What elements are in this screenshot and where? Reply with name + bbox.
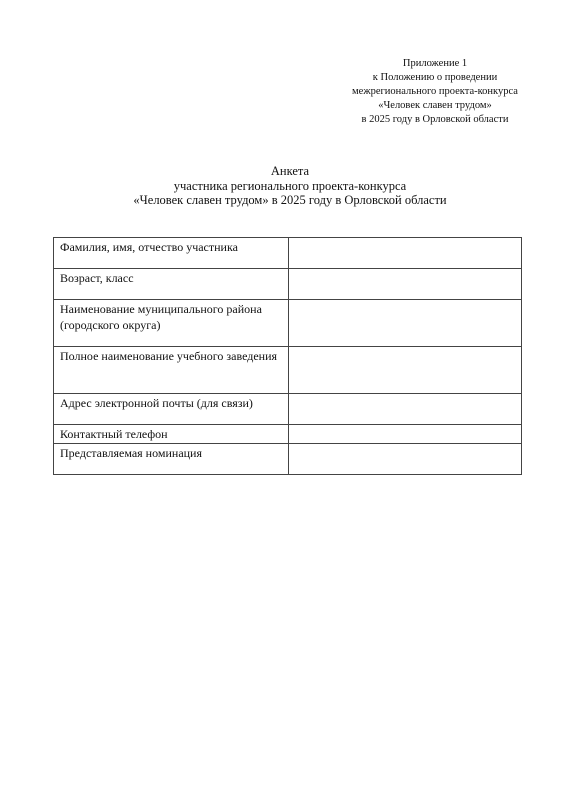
- table-row: [54, 347, 522, 394]
- participant-form-table: [53, 237, 522, 475]
- row-label: Полное наименование учебного заведения: [54, 347, 289, 394]
- annex-line: в 2025 году в Орловской области: [361, 114, 509, 125]
- row-value-cell[interactable]: [289, 300, 522, 347]
- row-label: Контактный телефон: [54, 425, 289, 444]
- row-value-cell[interactable]: [289, 269, 522, 300]
- table-row: [54, 425, 522, 444]
- row-label: Представляемая номинация: [54, 443, 289, 474]
- table-row: [54, 238, 522, 269]
- row-value-cell[interactable]: [289, 425, 522, 444]
- row-label: Фамилия, имя, отчество участника: [54, 238, 289, 269]
- form-title-line: участника регионального проекта-конкурса: [173, 178, 407, 193]
- row-value-cell[interactable]: [289, 443, 522, 474]
- table-row: [54, 443, 522, 474]
- row-value-cell[interactable]: [289, 238, 522, 269]
- row-value-cell[interactable]: [289, 394, 522, 425]
- table-row: [54, 394, 522, 425]
- table-row: [54, 300, 522, 347]
- annex-line: «Человек славен трудом»: [378, 100, 492, 111]
- row-label: Адрес электронной почты (для связи): [54, 394, 289, 425]
- form-title-line: «Человек славен трудом» в 2025 году в Орловской области: [133, 193, 447, 207]
- annex-line: Приложение 1: [402, 58, 468, 69]
- row-value-cell[interactable]: [289, 347, 522, 394]
- annex-line: к Положению о проведении: [372, 72, 498, 83]
- annex-line: межрегионального проекта-конкурса: [352, 86, 518, 97]
- row-label: Возраст, класс: [54, 269, 289, 300]
- form-title-line: Анкета: [270, 164, 310, 178]
- form-title: [60, 164, 520, 208]
- annex-header: [320, 57, 550, 127]
- row-label: Наименование муниципального района (городского округа): [54, 300, 289, 347]
- table-row: [54, 269, 522, 300]
